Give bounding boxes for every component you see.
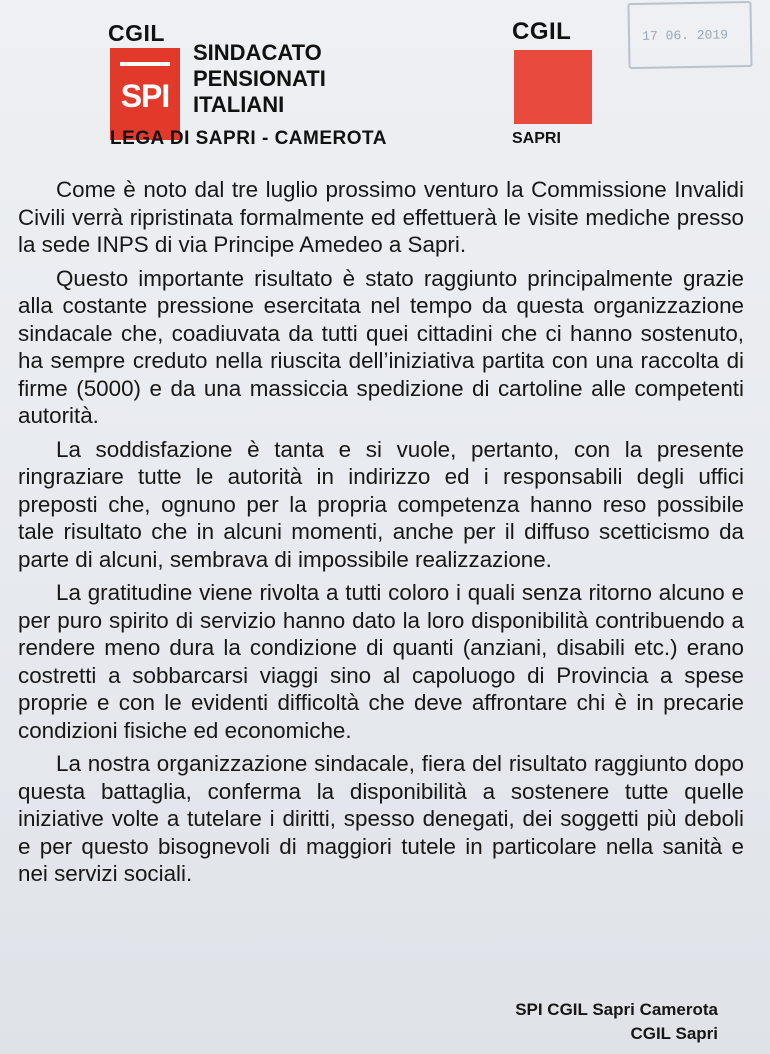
signature-spi-cgil: SPI CGIL Sapri Camerota bbox=[515, 1000, 718, 1019]
lega-subtitle: LEGA DI SAPRI - CAMEROTA bbox=[110, 128, 387, 149]
union-name bbox=[193, 40, 326, 118]
paragraph-4: La gratitudine viene rivolta a tutti coloro i quali senza ritorno alcuno e per puro spirito di servizio hanno dato la loro disponibilità contribuendo a rendere meno dura la condizione di quanti (anziani, disabili etc.) erano costretti a sobbarcarsi viaggi sino al capoluogo di Provincia a spese proprie e con le evidenti difficoltà che deve affrontare chi è in precarie condizioni fisiche ed economiche. bbox=[18, 580, 744, 743]
received-stamp bbox=[627, 1, 752, 69]
paragraph-1: Come è noto dal tre luglio prossimo venturo la Commissione Invalidi Civili verrà ripristinata formalmente ed effettuerà le visite mediche presso la sede INPS di via Principe Amedeo a Sapri. bbox=[18, 177, 744, 257]
paragraph-2: Questo importante risultato è stato raggiunto principalmente grazie alla costante pressione esercitata nel tempo da questa organizzazione sindacale che, coadiuvata da tutti quei cittadini che ci hanno sostenuto, ha sempre creduto nella riuscita dell’iniziativa partita con una raccolta di firme (5000) e da una massiccia spedizione di cartoline alle competenti autorità. bbox=[18, 265, 744, 428]
sapri-label: SAPRI bbox=[512, 130, 561, 147]
union-name-line-1: SINDACATO bbox=[193, 40, 322, 65]
cgil-logo-text: CGIL bbox=[108, 20, 165, 46]
paragraph-5: La nostra organizzazione sindacale, fiera del risultato raggiunto dopo questa battaglia, conferma la disponibilità a sostenere tutte quelle iniziative volte a tutelare i diritti, spesso denegati, dei soggetti più deboli e per questo bisognevoli di maggiori tutele in particolare nella sanità e nei servizi sociali. bbox=[18, 751, 744, 886]
union-name-line-3: ITALIANI bbox=[193, 92, 285, 117]
spi-logo-mark bbox=[110, 48, 180, 140]
stamp-date: 17 06. 2019 bbox=[642, 27, 729, 44]
cgil-red-square bbox=[514, 50, 592, 124]
cgil-right-text: CGIL bbox=[512, 18, 572, 45]
union-name-line-2: PENSIONATI bbox=[193, 66, 326, 91]
notice-body bbox=[18, 176, 744, 894]
spi-cgil-logo bbox=[108, 20, 428, 150]
paragraph-3: La soddisfazione è tanta e si vuole, pertanto, con la presente ringraziare tutte le autorità in indirizzo ed i responsabili degli uffici preposti che, ognuno per la propria competenza hanno reso possibile tale risultato che in alcuni momenti, anche per il diffuso scetticismo da parte di alcuni, sembrava di impossibile realizzazione. bbox=[18, 436, 744, 572]
signatures bbox=[515, 998, 718, 1046]
spi-logo-bar bbox=[120, 62, 170, 66]
signature-cgil-sapri: CGIL Sapri bbox=[630, 1024, 718, 1043]
spi-logo-text: SPI bbox=[120, 78, 170, 114]
cgil-sapri-logo bbox=[508, 18, 598, 148]
